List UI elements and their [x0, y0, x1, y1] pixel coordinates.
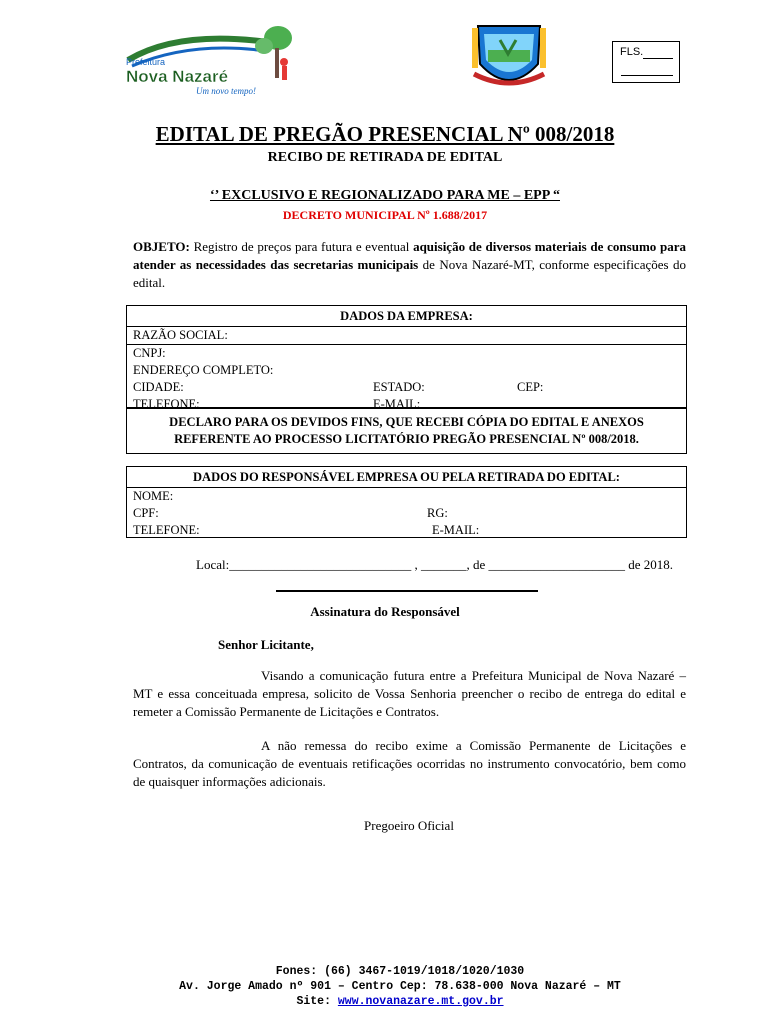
- folio-label: FLS.: [620, 46, 644, 58]
- logo-slogan: Um novo tempo!: [196, 86, 256, 96]
- exclusive-notice: ‘’ EXCLUSIVO E REGIONALIZADO PARA ME – EPP “: [209, 188, 560, 203]
- local-date-line: Local:____________________________ , _______, de _____________________ de 2018.: [196, 557, 673, 572]
- paragraph-communication: Visando a comunicação futura entre a Prefeitura Municipal de Nova Nazaré – MT e essa conceituada empresa, solicito de Vossa Senhoria preencher o recibo de entrega do edital e remeter a Comissão Permanente de Licitações e Contratos.: [133, 668, 686, 719]
- closing-signature: Pregoeiro Oficial: [364, 818, 454, 833]
- name-field[interactable]: [127, 488, 686, 505]
- logo-prefix: Prefeitura: [126, 57, 166, 67]
- address-field[interactable]: [127, 362, 686, 379]
- object-label: OBJETO:: [133, 239, 190, 254]
- site-link[interactable]: www.novanazare.mt.gov.br: [337, 995, 504, 1008]
- city-state-cep-row[interactable]: [127, 379, 686, 396]
- state-label: ESTADO:: [373, 380, 425, 394]
- footer-phones: Fones: (66) 3467-1019/1018/1020/1030: [275, 965, 525, 978]
- declaration-box: [126, 408, 687, 454]
- field-label: RAZÃO SOCIAL:: [133, 328, 228, 342]
- object-text-bold: aquisição de diversos materiais de consumo para atender as necessidades das secretarias municipais: [133, 239, 686, 272]
- document-title: EDITAL DE PREGÃO PRESENCIAL Nº 008/2018: [155, 122, 615, 146]
- coat-of-arms-icon: [470, 20, 548, 98]
- city-label: CIDADE:: [133, 380, 184, 394]
- phone-label: TELEFONE:: [133, 523, 200, 537]
- paragraph-exemption: A não remessa do recibo exime a Comissão Permanente de Licitações e Contratos, da comunicação de eventuais retificações ocorridas no instrumento convocatório, bem como de quaisquer informações adicionais.: [133, 738, 686, 789]
- folio-line: [643, 58, 673, 59]
- site-label: Site:: [296, 995, 331, 1008]
- signature-label: Assinatura do Responsável: [310, 604, 460, 619]
- salutation: Senhor Licitante,: [218, 637, 314, 652]
- logo-name: Nova Nazaré: [126, 67, 229, 86]
- cpf-label: CPF:: [133, 506, 159, 520]
- object-paragraph: [133, 238, 686, 292]
- company-data-heading: DADOS DA EMPRESA:: [127, 306, 686, 327]
- company-name-field[interactable]: [127, 327, 686, 345]
- email-label: E-MAIL:: [373, 397, 421, 411]
- field-label: NOME:: [133, 489, 174, 503]
- rg-label: RG:: [427, 506, 448, 520]
- declaration-line: REFERENTE AO PROCESSO LICITATÓRIO PREGÃO PRESENCIAL Nº 008/2018.: [174, 432, 639, 446]
- footer-address: Av. Jorge Amado nº 901 – Centro Cep: 78.638-000 Nova Nazaré – MT: [179, 980, 621, 993]
- cep-label: CEP:: [517, 380, 544, 394]
- field-label: CNPJ:: [133, 346, 166, 360]
- declaration-line: DECLARO PARA OS DEVIDOS FINS, QUE RECEBI CÓPIA DO EDITAL E ANEXOS: [169, 415, 644, 429]
- folio-line: [621, 75, 673, 76]
- signature-line: [276, 590, 538, 592]
- cpf-rg-row[interactable]: [127, 505, 686, 522]
- phone-email-row[interactable]: [127, 522, 686, 539]
- field-label: ENDEREÇO COMPLETO:: [133, 363, 274, 377]
- object-text-end: de Nova Nazaré-MT, conforme especificações do edital.: [133, 257, 686, 290]
- decree-reference: DECRETO MUNICIPAL Nº 1.688/2017: [282, 208, 488, 222]
- footer-site: [0, 994, 770, 1009]
- municipality-logo: [118, 20, 298, 102]
- phone-label: TELEFONE:: [133, 397, 200, 411]
- cnpj-field[interactable]: [127, 345, 686, 362]
- company-data-table: [126, 305, 687, 411]
- responsible-data-table: [126, 466, 687, 538]
- folio-box: [612, 41, 680, 83]
- object-text: Registro de preços para futura e eventual: [193, 239, 410, 254]
- document-subtitle: RECIBO DE RETIRADA DE EDITAL: [267, 150, 503, 165]
- email-label: E-MAIL:: [432, 523, 480, 537]
- responsible-data-heading: DADOS DO RESPONSÁVEL EMPRESA OU PELA RETIRADA DO EDITAL:: [127, 467, 686, 488]
